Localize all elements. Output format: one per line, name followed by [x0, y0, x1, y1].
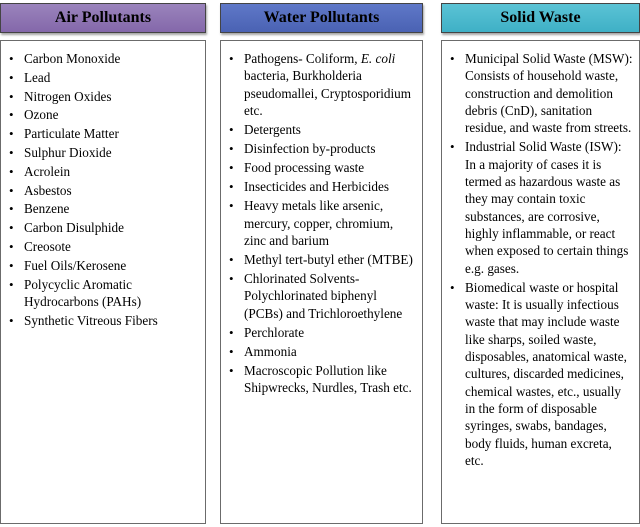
list-item: • Macroscopic Pollution like Shipwrecks, Nurdles, Trash etc. — [227, 362, 414, 397]
water-pollutants-list — [227, 50, 414, 398]
water-pollutants-title: Water Pollutants — [263, 9, 380, 26]
list-item: • Nitrogen Oxides — [7, 88, 199, 105]
list-item: • Asbestos — [7, 182, 199, 199]
list-item: • Perchlorate — [227, 324, 414, 341]
pathogens-text-end: bacteria, Burkholderia pseudomallei, Cryptosporidium etc. — [244, 68, 412, 118]
pathogens-text-start: Pathogens- Coliform, — [244, 51, 361, 66]
list-item: • Ammonia — [227, 343, 414, 360]
air-pollutants-panel — [0, 40, 206, 524]
list-item: • Ozone — [7, 106, 199, 123]
list-item: • Polycyclic Aromatic Hydrocarbons (PAHs) — [7, 276, 199, 311]
list-item: • Benzene — [7, 200, 199, 217]
solid-waste-panel — [441, 40, 640, 524]
list-item: • Food processing waste — [227, 159, 414, 176]
list-item: • Acrolein — [7, 163, 199, 180]
list-item: • Chlorinated Solvents- Polychlorinated biphenyl (PCBs) and Trichloroethylene — [227, 270, 414, 322]
list-item: • Detergents — [227, 121, 414, 138]
list-item: • Carbon Disulphide — [7, 219, 199, 236]
solid-waste-title: Solid Waste — [500, 9, 581, 26]
list-item: • Sulphur Dioxide — [7, 144, 199, 161]
list-item: • Insecticides and Herbicides — [227, 178, 414, 195]
list-item: • Lead — [7, 69, 199, 86]
list-item: • Municipal Solid Waste (MSW): Consists of household waste, construction and demolition debris (CnD), sanitation residue, and waste from streets. — [448, 50, 633, 136]
solid-waste-header — [441, 3, 640, 33]
air-pollutants-header — [0, 3, 206, 33]
ecoli-italic-text: E. coli — [360, 51, 396, 66]
list-item: • Particulate Matter — [7, 125, 199, 142]
air-pollutants-column — [0, 0, 206, 527]
list-item: • Disinfection by-products — [227, 140, 414, 157]
solid-waste-column — [441, 0, 640, 527]
list-item: • Industrial Solid Waste (ISW): In a majority of cases it is termed as hazardous waste as they may contain toxic substances, are corrosive, highly inflammable, or react when exposed to certain things e.g. gases. — [448, 138, 633, 276]
air-pollutants-list — [7, 50, 199, 330]
list-item: • Fuel Oils/Kerosene — [7, 257, 199, 274]
water-pollutants-panel — [220, 40, 423, 524]
list-item: • Synthetic Vitreous Fibers — [7, 312, 199, 329]
air-pollutants-title: Air Pollutants — [54, 9, 152, 26]
list-item: • Carbon Monoxide — [7, 50, 199, 67]
list-item: • Methyl tert-butyl ether (MTBE) — [227, 251, 414, 268]
water-pollutants-column — [220, 0, 423, 527]
list-item: • Creosote — [7, 238, 199, 255]
solid-waste-list — [448, 50, 633, 471]
list-item: • Heavy metals like arsenic, mercury, copper, chromium, zinc and barium — [227, 197, 414, 249]
list-item — [227, 50, 414, 119]
water-pollutants-header — [220, 3, 423, 33]
list-item: • Biomedical waste or hospital waste: It is usually infectious waste that may include waste like sharps, soiled waste, disposables, anatomical waste, cultures, discarded medicines, chemical wastes, etc., usually in the form of disposable syringes, swabs, bandages, body fluids, human excreta, etc. — [448, 279, 633, 469]
